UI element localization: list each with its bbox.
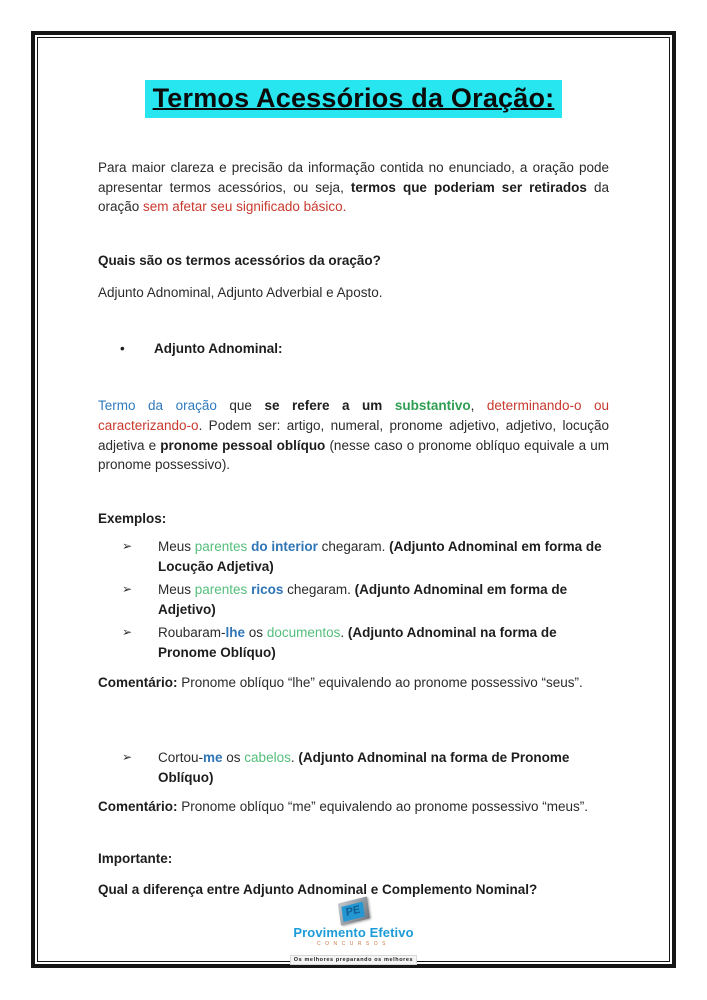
examples-list: [98, 537, 609, 666]
list-item: [98, 748, 609, 787]
intro-text: Para maior clareza e precisão da informação contida no enunciado, a oração pode apresentar termos acessórios, ou seja,: [98, 160, 609, 195]
comment-1: [98, 673, 609, 693]
question-heading: Quais são os termos acessórios da oração?: [98, 252, 381, 268]
comment-1-text: Pronome oblíquo “lhe” equivalendo ao pronome possessivo “seus”.: [177, 674, 583, 690]
definition-paragraph: [98, 396, 609, 474]
arrow-bullet-icon: ➢: [122, 539, 133, 554]
list-item: [98, 623, 609, 662]
page-title: Termos Acessórios da Oração:: [145, 80, 563, 118]
definition-text-3: . Podem ser: artigo, numeral, pronome adjetivo, adjetivo, locução adjetiva e: [98, 417, 609, 453]
example-3-text: Roubaram-lhe os documentos. (Adjunto Adnominal na forma de Pronome Oblíquo): [158, 625, 557, 660]
examples-heading: Exemplos:: [98, 510, 167, 526]
logo-cube-letters: PE: [341, 902, 364, 922]
important-label: Importante:: [98, 850, 173, 866]
logo-cube-icon: [337, 896, 369, 925]
definition-text-2: ,: [470, 398, 487, 414]
question-answer: Adjunto Adnominal, Adjunto Adverbial e Aposto.: [98, 285, 383, 301]
logo-brand-text: Provimento Efetivo: [293, 924, 414, 940]
logo: [290, 900, 417, 972]
logo-subtitle: CONCURSOS: [316, 941, 390, 948]
example-4-text: Cortou-me os cabelos. (Adjunto Adnominal na forma de Pronome Oblíquo): [158, 750, 570, 785]
logo-tagline: Os melhores preparando os melhores: [290, 955, 417, 965]
definition-blue-text: Termo da oração: [98, 398, 217, 414]
arrow-bullet-icon: ➢: [122, 625, 133, 640]
example-1-text: Meus parentes do interior chegaram. (Adjunto Adnominal em forma de Locução Adjetiva): [158, 539, 602, 574]
definition-bold-text: se refere a um: [264, 398, 395, 414]
list-item: [98, 537, 609, 576]
definition-green-text: substantivo: [394, 398, 471, 414]
arrow-bullet-icon: ➢: [122, 582, 133, 597]
final-question: Qual a diferença entre Adjunto Adnominal e Complemento Nominal?: [98, 882, 538, 898]
comment-1-label: Comentário:: [98, 674, 178, 690]
intro-bold-text: termos que poderiam ser retirados: [350, 179, 587, 195]
definition-bold-text-2: pronome pessoal oblíquo: [160, 437, 326, 453]
comment-2: [98, 797, 609, 817]
definition-text-4: (nesse caso o pronome oblíquo equivale a um pronome possessivo).: [98, 437, 609, 473]
intro-red-text: sem afetar seu significado básico.: [143, 199, 347, 215]
page-border-frame: [31, 31, 676, 968]
adjunto-adnominal-bullet: [98, 339, 609, 359]
comment-2-text: Pronome oblíquo “me” equivalendo ao pronome possessivo “meus”.: [177, 799, 588, 815]
arrow-bullet-icon: ➢: [122, 750, 133, 765]
definition-red-text: determinando-o ou caracterizando-o: [98, 398, 609, 433]
intro-text-2: da oração: [98, 179, 609, 215]
page-content: [37, 37, 670, 962]
intro-paragraph: [98, 158, 609, 217]
title-container: [98, 80, 609, 118]
definition-text-1: que: [216, 398, 265, 414]
bullet-icon: •: [120, 340, 125, 356]
comment-2-label: Comentário:: [98, 799, 178, 815]
example-2-text: Meus parentes ricos chegaram. (Adjunto Adnominal em forma de Adjetivo): [158, 582, 568, 617]
list-item: [98, 580, 609, 619]
bullet-label: Adjunto Adnominal:: [154, 340, 283, 356]
